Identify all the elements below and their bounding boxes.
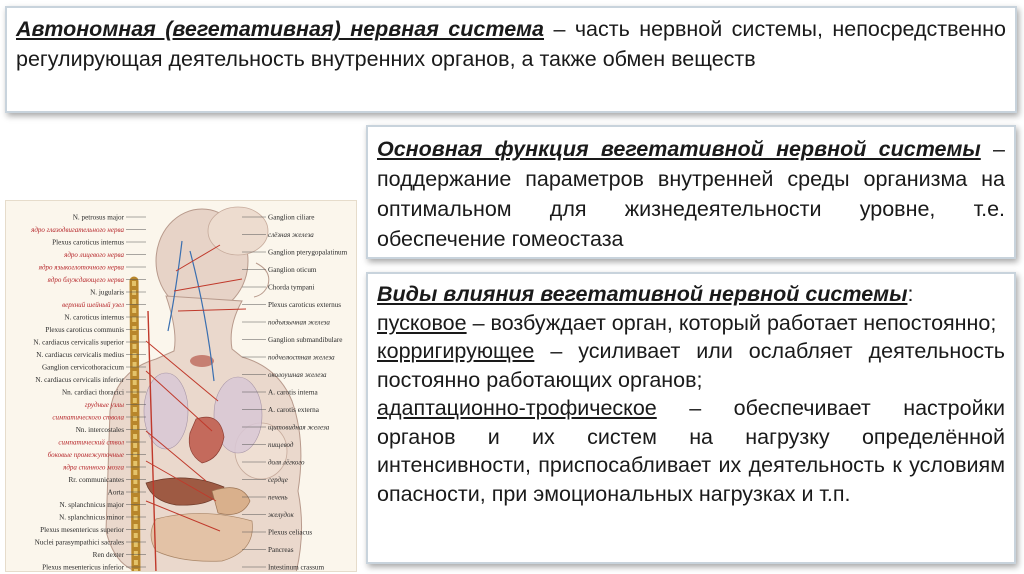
right-label: Pancreas bbox=[268, 546, 294, 554]
right-label: Plexus celiacus bbox=[268, 528, 313, 537]
left-label: Aorta bbox=[107, 488, 124, 497]
main-function-text bbox=[377, 134, 1005, 254]
left-label: ядро блуждающего нерва bbox=[47, 276, 124, 284]
left-label: симпатического ствола bbox=[52, 413, 124, 422]
definition-term: Автономная (вегетативная) нервная система bbox=[16, 17, 545, 41]
influence-item bbox=[377, 394, 1005, 508]
influence-item-term: корригирующее bbox=[377, 339, 535, 363]
influence-heading-suffix: : bbox=[907, 282, 914, 306]
right-label: Ganglion submandibulare bbox=[268, 336, 343, 344]
influence-item bbox=[377, 309, 1005, 338]
definition-box bbox=[5, 6, 1017, 113]
left-label: ядро глазодвигательного нерва bbox=[31, 226, 124, 234]
definition-body: – часть нервной системы, непосредственно регулирующая деятельность внутренних органов, а также обмен веществ bbox=[16, 17, 1006, 71]
main-function-box bbox=[366, 125, 1016, 259]
left-label: грудные узлы bbox=[84, 401, 124, 409]
right-label: Plexus caroticus externus bbox=[268, 301, 342, 309]
right-label: A. carotis externa bbox=[268, 406, 319, 414]
left-label: Rr. communicantes bbox=[68, 476, 124, 484]
influence-types-heading bbox=[377, 280, 1005, 309]
influence-item-body: – усиливает или ослабляет деятельность постоянно работающих органов; bbox=[377, 339, 1005, 392]
left-label: Ganglion cervicothoracicum bbox=[41, 363, 124, 372]
left-label: Plexus caroticus communis bbox=[45, 326, 124, 334]
left-label: Ren dexter bbox=[92, 551, 124, 559]
right-label: доля лёгкого bbox=[268, 458, 305, 467]
left-label: N. caroticus internus bbox=[64, 313, 124, 322]
definition-text bbox=[16, 14, 1006, 74]
influence-item-term: пусковое bbox=[377, 310, 467, 335]
influence-item-term: адаптационно-трофическое bbox=[377, 396, 657, 420]
right-label: Ganglion oticum bbox=[268, 266, 317, 274]
influence-item-body: – обеспечивает настройки органов и их систем на нагрузку определённой интенсивности, приспосабливает их деятельность к условиям опасности, при эмоциональных нагрузках и т.п. bbox=[377, 396, 1005, 506]
nervous-system-illustration bbox=[5, 200, 357, 572]
left-label: ядра спинного мозга bbox=[63, 463, 124, 472]
right-label: Chorda tympani bbox=[268, 283, 315, 292]
right-label: Ganglion pterygopalatinum bbox=[268, 248, 348, 257]
anatomy-figure bbox=[6, 201, 357, 572]
left-label: ядро лицевого нерва bbox=[64, 251, 124, 259]
left-label: Nn. cardiaci thoracici bbox=[61, 388, 124, 397]
influence-item bbox=[377, 337, 1005, 394]
left-label: N. splanchnicus minor bbox=[59, 513, 124, 522]
right-label: Intestinum crassum bbox=[268, 563, 325, 572]
left-label: Plexus mesentericus inferior bbox=[42, 563, 124, 572]
right-label: щитовидная железа bbox=[268, 423, 330, 432]
right-label: подчелюстная железа bbox=[268, 353, 335, 362]
right-label: печень bbox=[268, 493, 288, 502]
left-label: боковые промежуточные bbox=[47, 451, 124, 459]
left-label: N. cardiacus cervicalis inferior bbox=[35, 376, 124, 384]
right-label: подъязычная железа bbox=[268, 318, 330, 327]
left-label: верхний шейный узел bbox=[62, 301, 124, 309]
left-label: Nuclei parasympathici sacrales bbox=[34, 538, 124, 547]
left-label: N. cardiacus cervicalis superior bbox=[33, 338, 124, 347]
right-label: околоушная железа bbox=[268, 371, 327, 379]
left-label: N. petrosus major bbox=[72, 213, 124, 222]
right-label: желудок bbox=[268, 511, 294, 519]
main-function-body: – поддержание параметров внутренней среды организма на оптимальном для жизнедеятельности уровне, т.е. обеспечение гомеостаза bbox=[377, 137, 1005, 251]
left-label: Plexus caroticus internus bbox=[52, 238, 124, 247]
right-label: Ganglion ciliare bbox=[268, 213, 315, 222]
left-label: Plexus mesentericus superior bbox=[40, 526, 124, 534]
influence-item-body: – возбуждает орган, который работает непостоянно; bbox=[466, 310, 997, 335]
right-label: пищевод bbox=[268, 441, 294, 449]
main-function-term: Основная функция вегетативной нервной системы bbox=[377, 137, 981, 161]
left-label: N. cardiacus cervicalis medius bbox=[36, 351, 124, 359]
left-label: симпатический ствол bbox=[58, 438, 124, 447]
right-label: слёзная железа bbox=[268, 231, 314, 239]
right-label: сердце bbox=[268, 476, 288, 484]
left-label: Nn. intercostales bbox=[75, 426, 124, 434]
influence-heading-term: Виды влияния вегетативной нервной системы bbox=[377, 282, 908, 306]
right-label: A. carotis interna bbox=[268, 388, 318, 397]
left-label: N. splanchnicus major bbox=[59, 501, 124, 509]
left-label: ядро языкоглоточного нерва bbox=[38, 263, 124, 272]
left-label: N. jugularis bbox=[90, 288, 124, 297]
influence-types-box bbox=[366, 272, 1016, 564]
